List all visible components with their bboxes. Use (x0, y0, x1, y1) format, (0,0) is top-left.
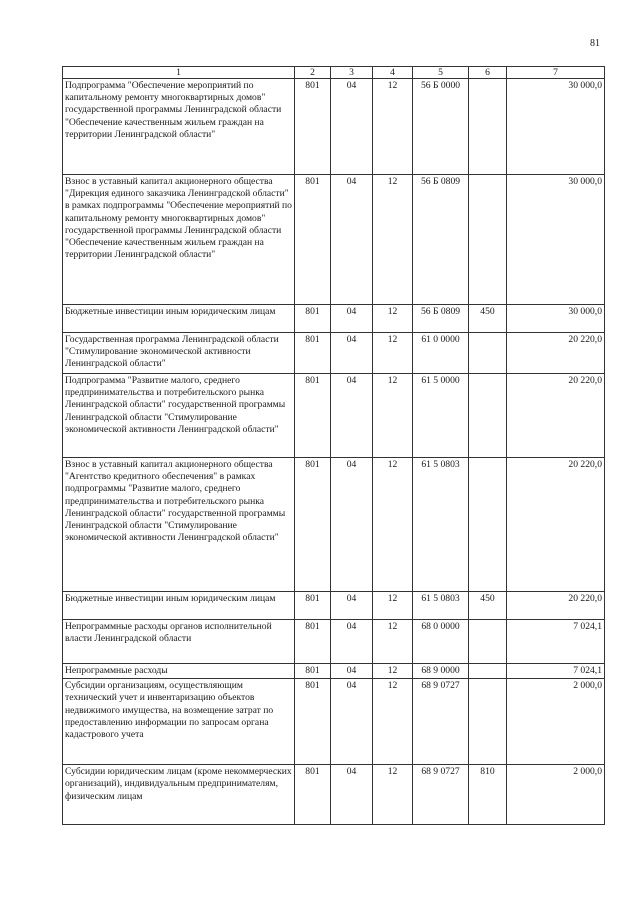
table-row (63, 765, 605, 825)
cell-section: 04 (331, 458, 373, 592)
column-header: 4 (373, 67, 413, 79)
cell-target: 68 9 0727 (413, 765, 469, 825)
cell-ministry: 801 (295, 333, 331, 374)
table-row (63, 333, 605, 374)
table-row (63, 175, 605, 305)
cell-expense-type (469, 333, 507, 374)
cell-ministry: 801 (295, 305, 331, 333)
cell-target: 61 5 0000 (413, 374, 469, 458)
cell-section: 04 (331, 374, 373, 458)
cell-subsection: 12 (373, 679, 413, 765)
cell-section: 04 (331, 765, 373, 825)
cell-ministry: 801 (295, 374, 331, 458)
table-row (63, 592, 605, 620)
row-name: Подпрограмма "Обеспечение мероприятий по капитальному ремонту многоквартирных домов" государственной программы Ленинградской области "Обеспечение качественным жильем граждан на территории Ленинградской области" (63, 79, 295, 175)
cell-target: 61 5 0803 (413, 458, 469, 592)
cell-amount: 30 000,0 (507, 79, 605, 175)
table-header-row (63, 67, 605, 79)
row-name: Бюджетные инвестиции иным юридическим лицам (63, 305, 295, 333)
cell-target: 61 5 0803 (413, 592, 469, 620)
cell-target: 68 9 0000 (413, 664, 469, 679)
table-row (63, 679, 605, 765)
table-row (63, 664, 605, 679)
cell-ministry: 801 (295, 592, 331, 620)
cell-expense-type (469, 79, 507, 175)
cell-amount: 30 000,0 (507, 305, 605, 333)
table-row (63, 458, 605, 592)
column-header: 3 (331, 67, 373, 79)
cell-ministry: 801 (295, 79, 331, 175)
cell-subsection: 12 (373, 664, 413, 679)
table-row (63, 305, 605, 333)
cell-section: 04 (331, 679, 373, 765)
cell-target: 68 0 0000 (413, 620, 469, 664)
cell-amount: 20 220,0 (507, 458, 605, 592)
cell-section: 04 (331, 333, 373, 374)
cell-section: 04 (331, 175, 373, 305)
cell-amount: 2 000,0 (507, 679, 605, 765)
column-header: 6 (469, 67, 507, 79)
row-name: Субсидии организациям, осуществляющим технический учет и инвентаризацию объектов недвижимого имущества, на возмещение затрат по предоставлению информации по запросам органа кадастрового учета (63, 679, 295, 765)
cell-amount: 20 220,0 (507, 333, 605, 374)
cell-section: 04 (331, 592, 373, 620)
cell-amount: 7 024,1 (507, 620, 605, 664)
row-name: Непрограммные расходы (63, 664, 295, 679)
cell-amount: 7 024,1 (507, 664, 605, 679)
row-name: Непрограммные расходы органов исполнительной власти Ленинградской области (63, 620, 295, 664)
cell-subsection: 12 (373, 620, 413, 664)
cell-expense-type: 810 (469, 765, 507, 825)
cell-target: 56 Б 0809 (413, 305, 469, 333)
cell-amount: 2 000,0 (507, 765, 605, 825)
cell-amount: 30 000,0 (507, 175, 605, 305)
cell-section: 04 (331, 79, 373, 175)
cell-subsection: 12 (373, 305, 413, 333)
column-header: 2 (295, 67, 331, 79)
cell-subsection: 12 (373, 374, 413, 458)
cell-amount: 20 220,0 (507, 592, 605, 620)
row-name: Взнос в уставный капитал акционерного общества "Дирекция единого заказчика Ленинградской области" в рамках подпрограммы "Обеспечение мероприятий по капитальному ремонту многоквартирных домов" государственной программы Ленинградской области "Обеспечение качественным жильем граждан на территории Ленинградской области" (63, 175, 295, 305)
table-row (63, 374, 605, 458)
row-name: Государственная программа Ленинградской области "Стимулирование экономической активности Ленинградской области" (63, 333, 295, 374)
cell-amount: 20 220,0 (507, 374, 605, 458)
cell-target: 68 9 0727 (413, 679, 469, 765)
column-header: 1 (63, 67, 295, 79)
column-header: 7 (507, 67, 605, 79)
cell-expense-type: 450 (469, 305, 507, 333)
row-name: Субсидии юридическим лицам (кроме некоммерческих организаций), индивидуальным предпринимателям, физическим лицам (63, 765, 295, 825)
cell-expense-type (469, 620, 507, 664)
cell-expense-type (469, 374, 507, 458)
page-number: 81 (590, 38, 600, 49)
cell-ministry: 801 (295, 679, 331, 765)
cell-section: 04 (331, 620, 373, 664)
budget-table (62, 66, 605, 825)
cell-subsection: 12 (373, 175, 413, 305)
cell-ministry: 801 (295, 458, 331, 592)
cell-expense-type (469, 679, 507, 765)
cell-section: 04 (331, 305, 373, 333)
table-row (63, 79, 605, 175)
cell-target: 61 0 0000 (413, 333, 469, 374)
cell-expense-type (469, 175, 507, 305)
row-name: Взнос в уставный капитал акционерного общества "Агентство кредитного обеспечения" в рамках подпрограммы "Развитие малого, среднего предпринимательства и потребительского рынка Ленинградской области" государственной программы Ленинградской области "Стимулирование экономической активности Ленинградской области" (63, 458, 295, 592)
cell-subsection: 12 (373, 458, 413, 592)
cell-ministry: 801 (295, 765, 331, 825)
table-row (63, 620, 605, 664)
cell-subsection: 12 (373, 79, 413, 175)
cell-ministry: 801 (295, 175, 331, 305)
cell-target: 56 Б 0809 (413, 175, 469, 305)
cell-expense-type (469, 458, 507, 592)
cell-section: 04 (331, 664, 373, 679)
cell-ministry: 801 (295, 620, 331, 664)
cell-subsection: 12 (373, 765, 413, 825)
cell-subsection: 12 (373, 333, 413, 374)
cell-subsection: 12 (373, 592, 413, 620)
row-name: Бюджетные инвестиции иным юридическим лицам (63, 592, 295, 620)
cell-target: 56 Б 0000 (413, 79, 469, 175)
cell-expense-type (469, 664, 507, 679)
cell-expense-type: 450 (469, 592, 507, 620)
cell-ministry: 801 (295, 664, 331, 679)
row-name: Подпрограмма "Развитие малого, среднего предпринимательства и потребительского рынка Ленинградской области" государственной программы Ленинградской области "Стимулирование экономической активности Ленинградской области" (63, 374, 295, 458)
column-header: 5 (413, 67, 469, 79)
